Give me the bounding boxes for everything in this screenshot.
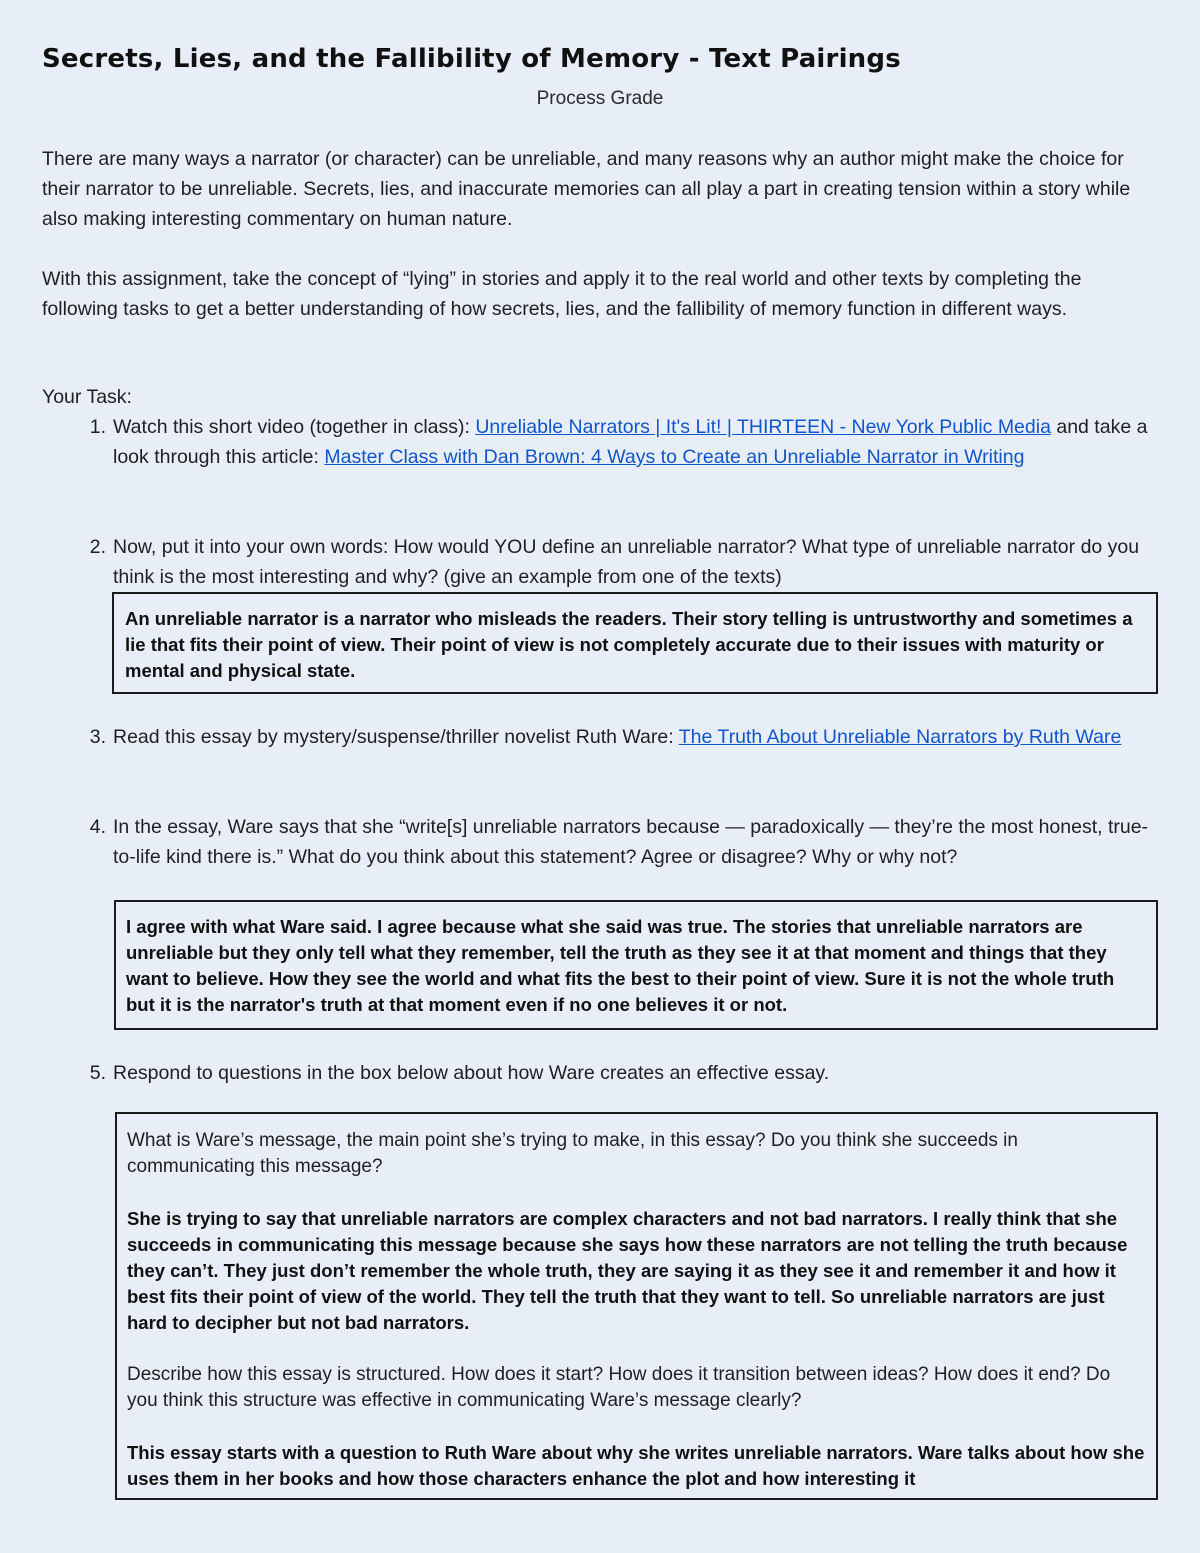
task-text (113, 412, 1158, 472)
essay-analysis-box[interactable] (115, 1112, 1158, 1500)
article-link[interactable]: Master Class with Dan Brown: 4 Ways to Create an Unreliable Narrator in Writing (324, 446, 1025, 468)
task-instruction: Read this essay by mystery/suspense/thriller novelist Ruth Ware: (113, 726, 679, 748)
assignment-paragraph: With this assignment, take the concept of “lying” in stories and apply it to the real world and other texts by completing the following tasks to get a better understanding of how secrets, lies, and the fallibility of memory function in different ways. (42, 268, 1082, 320)
task-number: 2. (89, 536, 106, 558)
document-subtitle: Process Grade (536, 88, 664, 109)
task-text: Respond to questions in the box below about how Ware creates an effective essay. (113, 1062, 830, 1084)
answer-structure: This essay starts with a question to Ruth Ware about why she writes unreliable narrators. Ware talks about how she uses them in her books and how those characters enhance the plot and how interesting it (127, 1442, 1145, 1489)
intro-paragraph: There are many ways a narrator (or character) can be unreliable, and many reasons why an author might make the choice for their narrator to be unreliable. Secrets, lies, and inaccurate memories can all play a part in creating tension within a story while also making interesting commentary on human nature. (42, 148, 1131, 230)
task-number: 1. (89, 416, 106, 438)
answer-message: She is trying to say that unreliable narrators are complex characters and not bad narrators. I really think that she succeeds in communicating this message because she says how these narrators are not telling the truth because they can’t. They just don’t remember the whole truth, they are saying it as they see it and remember it and how it best fits their point of view of the world. They tell the truth that they want to tell. So unreliable narrators are just hard to decipher but not bad narrators. (127, 1208, 1128, 1333)
document-title: Secrets, Lies, and the Fallibility of Memory - Text Pairings (42, 44, 901, 74)
task-text: Now, put it into your own words: How would YOU define an unreliable narrator? What type of unreliable narrator do you think is the most interesting and why? (give an example from one of the texts) (113, 536, 1140, 588)
essay-link[interactable]: The Truth About Unreliable Narrators by Ruth Ware (678, 726, 1122, 748)
task-number: 3. (89, 726, 106, 748)
task-instruction: and take a look through this article: (113, 416, 1148, 468)
task-text (113, 722, 1158, 752)
answer-text: I agree with what Ware said. I agree because what she said was true. The stories that unreliable narrators are unreliable but they only tell what they remember, tell the truth as they see it at that moment and things that they want to believe. How they see the world and what fits the best to their point of view. Sure it is not the whole truth but it is the narrator's truth at that moment even if no one believes it or not. (126, 916, 1115, 1015)
task-text: In the essay, Ware says that she “write[s] unreliable narrators because — paradoxically — they’re the most honest, true-to-life kind there is.” What do you think about this statement? Agree or disagree? Why or why not? (113, 816, 1149, 868)
answer-text: An unreliable narrator is a narrator who misleads the readers. Their story telling is untrustworthy and sometimes a lie that fits their point of view. Their point of view is not completely accurate due to their issues with maturity or mental and physical state. (125, 608, 1133, 681)
answer-box-4[interactable] (114, 900, 1158, 1030)
task-number: 4. (89, 816, 106, 838)
task-label: Your Task: (42, 386, 132, 408)
video-link[interactable]: Unreliable Narrators | It's Lit! | THIRTEEN - New York Public Media (475, 416, 1051, 438)
question-structure: Describe how this essay is structured. How does it start? How does it transition between ideas? How does it end? Do you think this structure was effective in communicating Ware’s message clearly? (127, 1364, 1111, 1411)
question-message: What is Ware’s message, the main point she’s trying to make, in this essay? Do you think she succeeds in communicating this message? (127, 1130, 1018, 1177)
task-instruction: Watch this short video (together in class): (113, 416, 476, 438)
answer-box-2[interactable] (112, 592, 1158, 694)
task-number: 5. (89, 1062, 106, 1084)
